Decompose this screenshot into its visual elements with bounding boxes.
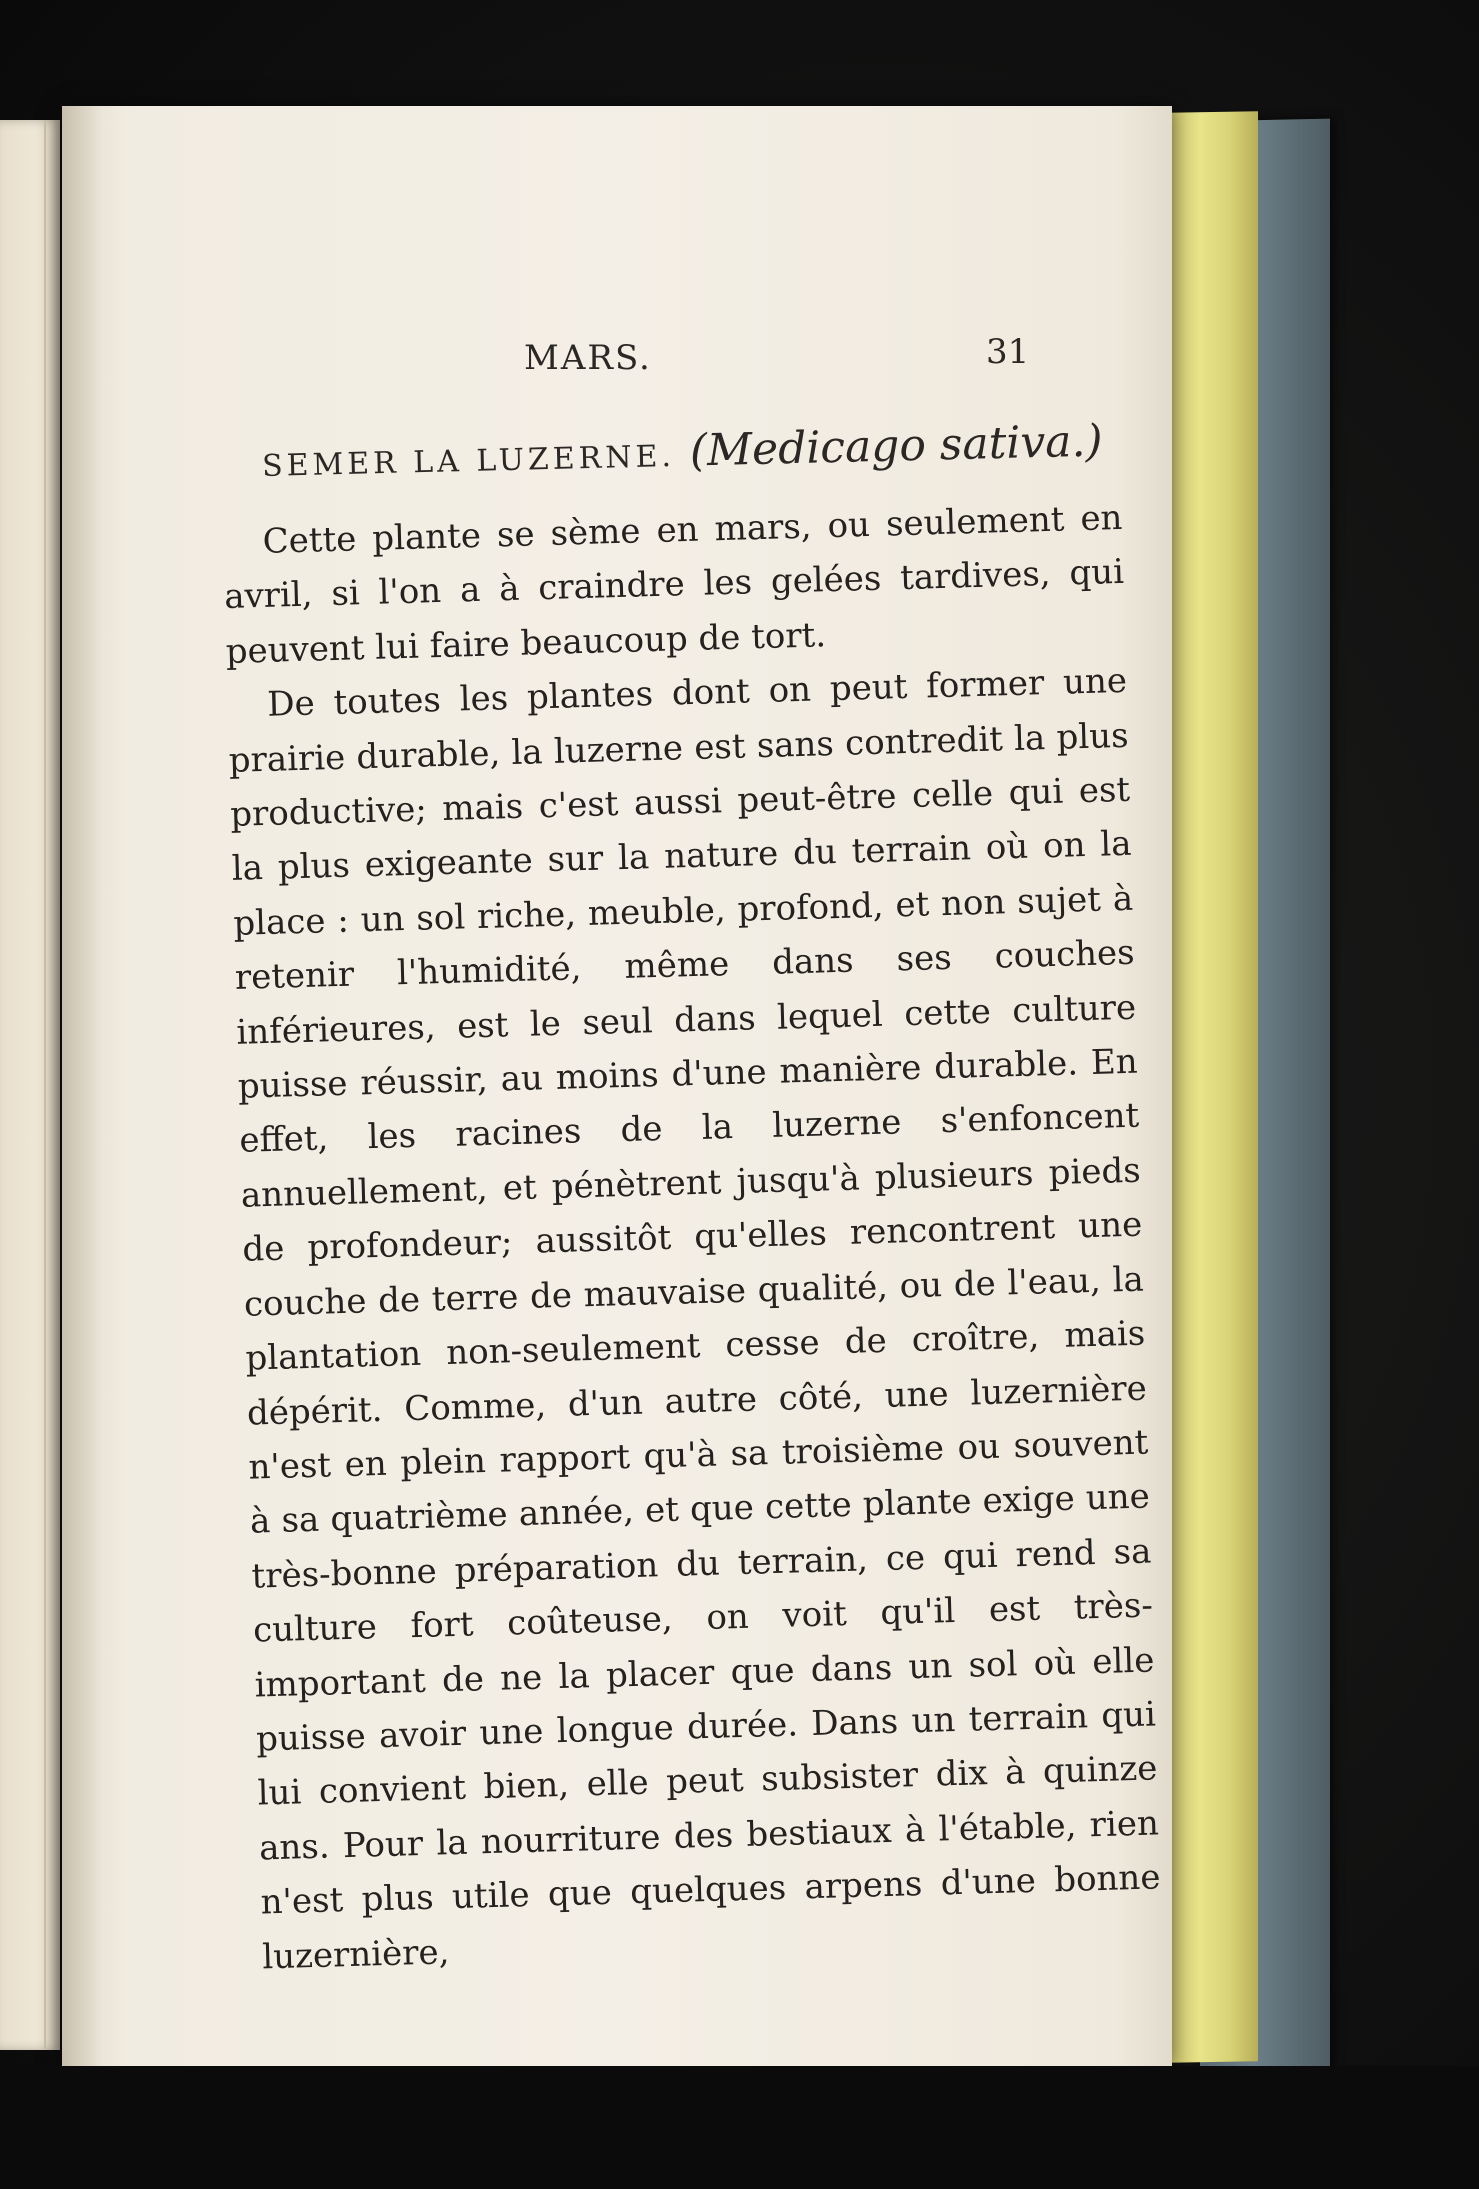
section-title-caps: SEMER LA LUZERNE. [261, 438, 676, 484]
book-page [62, 106, 1172, 2066]
section-title [261, 415, 1103, 487]
table-surface [0, 2066, 1479, 2189]
gilt-page-edges [1168, 111, 1258, 2063]
paragraph-1: Cette plante se sème en mars, ou seulement en avril, si l'on a à craindre les gelées tardives, qui peuvent lui faire beaucoup de tort. [223, 497, 1125, 672]
page-number: 31 [986, 332, 1030, 372]
section-title-latin: (Medicago sativa.) [689, 415, 1104, 477]
facing-page-edge [0, 120, 60, 2050]
body-text [222, 491, 1163, 1985]
page-header [62, 332, 1172, 398]
gutter-line [44, 120, 46, 2050]
running-head: MARS. [524, 338, 652, 378]
paragraph-2: De toutes les plantes dont on peut former une prairie durable, la luzerne est sans contredit la plus productive; mais c'est aussi peut-être celle qui est la plus exigeante sur la nature du terrain où on la place : un sol riche, meuble, profond, et non sujet à retenir l'humidité, même dans ses couches inférieures, est le seul dans lequel cette culture puisse réussir, au moins d'une manière durable. En effet, les racines de la luzerne s'enfoncent annuellement, et pénètrent jusqu'à plusieurs pieds de profondeur; aussitôt qu'elles rencontrent une couche de terre de mauvaise qualité, ou de l'eau, la plantation non-seulement cesse de croître, mais dépérit. Comme, d'un autre côté, une luzernière n'est en plein rapport qu'à sa troisième ou souvent à sa quatrième année, et que cette plante exige une très-bonne préparation du terrain, ce qui rend sa culture fort coûteuse, on voit qu'il est très-important de ne la placer que dans un sol où elle puisse avoir une longue durée. Dans un terrain qui lui convient bien, elle peut subsister dix à quinze ans. Pour la nourriture des bestiaux à l'étable, rien n'est plus utile que quelques arpens d'une bonne luzernière, [228, 661, 1161, 1977]
